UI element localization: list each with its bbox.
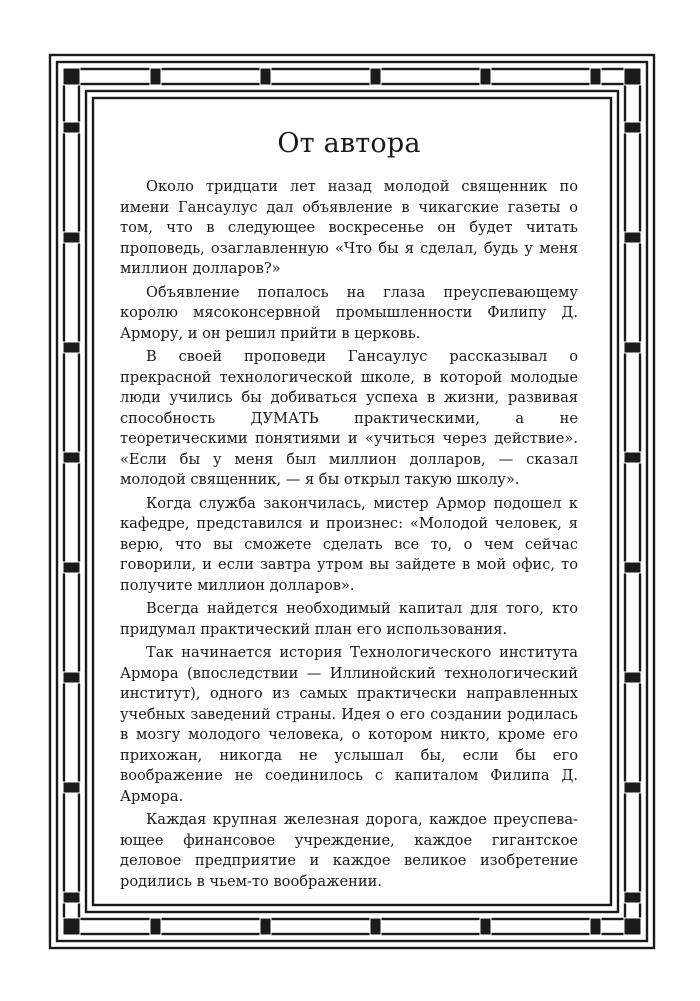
- border-knot-top: [150, 68, 161, 85]
- border-knot-bottom: [260, 918, 271, 935]
- border-knot-right: [624, 122, 641, 133]
- paragraph-4: Когда служба закончилась, мистер Армор подошел к кафедре, представился и произнес: «Молодой человек, я верю, что вы сможете сделать все то, о чем сейчас говорили, и если завтра утром вы зайдете в мой офис, то получите миллион долларов».: [120, 494, 578, 594]
- border-knot-top: [260, 68, 271, 85]
- border-knot-corner: [624, 68, 641, 85]
- paragraph-7: Каждая крупная железная дорога, каждое преуспевающее финансовое учреждение, каждое гигантское деловое предприятие и каждое великое изобретение родились в чьем-то воображении.: [120, 811, 578, 890]
- border-knot-right: [624, 562, 641, 573]
- border-knot-corner: [63, 68, 80, 85]
- border-knot-top: [480, 68, 491, 85]
- border-knot-bottom: [370, 918, 381, 935]
- border-knot-bottom: [150, 918, 161, 935]
- border-knot-top: [590, 68, 601, 85]
- border-knot-right: [624, 782, 641, 793]
- border-knot-left: [63, 342, 80, 353]
- border-knot-bottom: [590, 918, 601, 935]
- border-knot-bottom: [480, 918, 491, 935]
- border-knot-right: [624, 892, 641, 903]
- page-content: [120, 128, 578, 895]
- border-knot-left: [63, 782, 80, 793]
- paragraph-5: Всегда найдется необходимый капитал для того, кто придумал практический план его использования.: [120, 600, 578, 638]
- border-knot-left: [63, 562, 80, 573]
- border-knot-right: [624, 232, 641, 243]
- border-knot-corner: [624, 918, 641, 935]
- paragraph-1: Около тридцати лет назад молодой священник по имени Гансаулус дал объявление в чикагские газеты о том, что в следующее воскресенье он будет читать проповедь, озаглавленную «Что бы я сделал, будь у меня миллион долларов?»: [120, 178, 578, 277]
- border-knot-top: [370, 68, 381, 85]
- page-title: От автора: [277, 128, 421, 159]
- paragraph-3: В своей проповеди Гансаулус рассказывал о прекрасной технологической школе, в которой молодые люди учились бы добиваться успеха в жизни, развивая способность ДУМАТЬ практическими, а не теоретическими понятиями и «учиться через действие». «Если бы у меня был миллион долларов, — сказал молодой священник, — я бы открыл такую школу».: [120, 348, 578, 488]
- paragraph-6: Так начинается история Технологического института Армора (впоследствии — Иллинойский технологический институт), одного из самых практически направленных учебных заведений страны. Идея о его создании родилась в мозгу молодого человека, о котором никто, кроме его прихожан, никогда не услышал бы, если бы его воображение не соединилось с капиталом Филипа Д. Армора.: [120, 644, 578, 805]
- paragraph-2: Объявление попалось на глаза преуспевающему королю мясоконсервной промышленности Филипу Д. Армору, и он решил прийти в церковь.: [120, 283, 578, 342]
- border-knot-right: [624, 452, 641, 463]
- border-knot-right: [624, 342, 641, 353]
- border-knot-left: [63, 452, 80, 463]
- border-knot-left: [63, 672, 80, 683]
- border-knot-left: [63, 122, 80, 133]
- border-knot-left: [63, 232, 80, 243]
- border-knot-corner: [63, 918, 80, 935]
- border-knot-left: [63, 892, 80, 903]
- border-knot-right: [624, 672, 641, 683]
